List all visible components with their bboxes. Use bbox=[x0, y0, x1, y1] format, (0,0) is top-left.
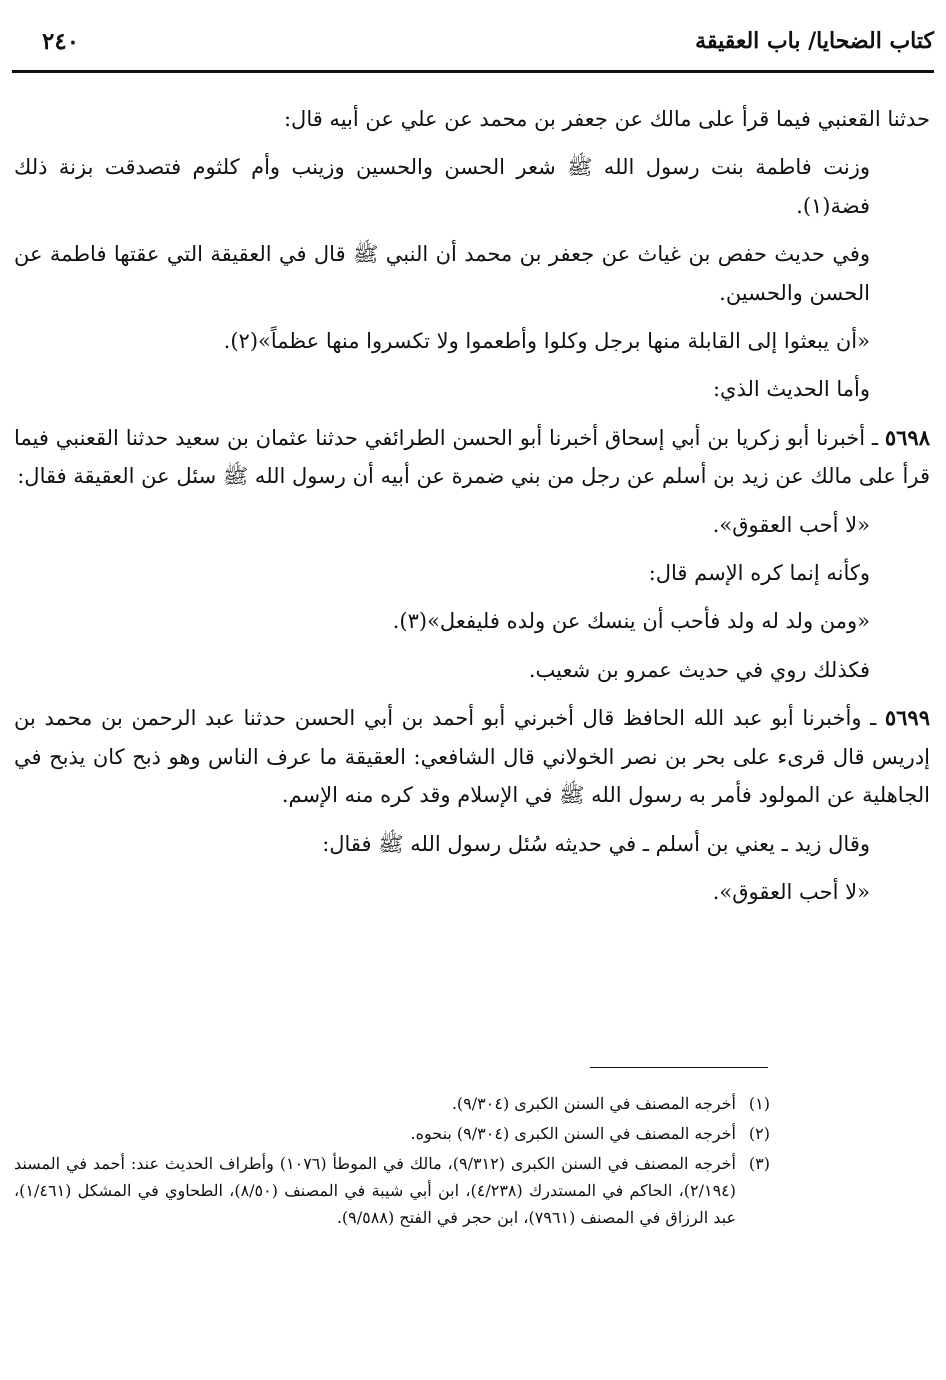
footnote-text: أخرجه المصنف في السنن الكبرى (٩/٣٠٤). bbox=[451, 1094, 736, 1113]
footnote-divider bbox=[590, 1067, 768, 1068]
paragraph: فكذلك روي في حديث عمرو بن شعيب. bbox=[528, 657, 870, 682]
paragraph: وأما الحديث الذي: bbox=[712, 377, 870, 402]
footnote bbox=[14, 1090, 770, 1117]
footnotes bbox=[14, 1090, 770, 1234]
running-title: كتاب الضحايا/ باب العقيقة bbox=[695, 28, 934, 54]
paragraph: وفي حديث حفص بن غياث عن جعفر بن محمد أن النبي ﷺ قال في العقيقة التي عقتها فاطمة عن الحسن والحسين. bbox=[14, 242, 870, 305]
hadith-text: ـ وأخبرنا أبو عبد الله الحافظ قال أخبرني أبو أحمد بن أبي الحسن حدثنا عبد الرحمن بن محمد بن إدريس قال قرىء على بحر بن نصر الخولاني قال الشافعي: العقيقة ما عرف الناس وهو ذبح كان يذبح في الجاهلية عن المولود فأمر به رسول الله ﷺ في الإسلام وقد كره منه الإسم. bbox=[14, 706, 930, 808]
footnote bbox=[14, 1150, 770, 1231]
main-text bbox=[14, 100, 930, 921]
quote: «لا أحب العقوق». bbox=[712, 879, 870, 904]
paragraph: وزنت فاطمة بنت رسول الله ﷺ شعر الحسن والحسين وزينب وأم كلثوم فتصدقت بزنة ذلك فضة(١). bbox=[14, 155, 870, 218]
page-number: ٢٤٠ bbox=[42, 28, 80, 55]
quote: «ومن ولد له ولد فأحب أن ينسك عن ولده فليفعل»(٣). bbox=[392, 609, 870, 634]
paragraph: وكأنه إنما كره الإسم قال: bbox=[648, 561, 870, 586]
footnote-text: أخرجه المصنف في السنن الكبرى (٩/٣١٢)، مالك في الموطأ (١٠٧٦) وأطراف الحديث عند: أحمد في المسند (٢/١٩٤)، الحاكم في المستدرك (٤/٢٣٨)، ابن أبي شيبة في المصنف (٨/٥٠)، الطحاوي في المشكل (١/٤٦١)، عبد الرزاق في المصنف (٧٩٦١)، ابن حجر في الفتح (٩/٥٨٨). bbox=[14, 1154, 737, 1227]
paragraph: وقال زيد ـ يعني بن أسلم ـ في حديثه سُئل رسول الله ﷺ فقال: bbox=[322, 831, 870, 856]
footnote-marker: (٢) bbox=[748, 1124, 770, 1143]
footnote-marker: (٣) bbox=[748, 1154, 770, 1173]
paragraph: حدثنا القعنبي فيما قرأ على مالك عن جعفر بن محمد عن علي عن أبيه قال: bbox=[283, 107, 930, 131]
hadith-paragraph bbox=[14, 419, 930, 496]
quote: «لا أحب العقوق». bbox=[712, 512, 870, 537]
hadith-number: ٥٦٩٨ bbox=[884, 424, 930, 450]
hadith-text: ـ أخبرنا أبو زكريا بن أبي إسحاق أخبرنا أبو الحسن الطرائفي حدثنا عثمان بن سعيد حدثنا القعنبي فيما قرأ على مالك عن زيد بن أسلم عن رجل من بني ضمرة عن أبيه أن رسول الله ﷺ سئل عن العقيقة فقال: bbox=[14, 425, 930, 489]
hadith-paragraph bbox=[14, 699, 930, 814]
hadith-number: ٥٦٩٩ bbox=[884, 705, 930, 731]
footnote-marker: (١) bbox=[748, 1094, 770, 1113]
page-header bbox=[12, 22, 934, 73]
quote: «أن يبعثوا إلى القابلة منها برجل وكلوا وأطعموا ولا تكسروا منها عظماً»(٢). bbox=[223, 329, 870, 354]
footnote-text: أخرجه المصنف في السنن الكبرى (٩/٣٠٤) بنحوه. bbox=[410, 1124, 736, 1143]
footnote bbox=[14, 1120, 770, 1147]
